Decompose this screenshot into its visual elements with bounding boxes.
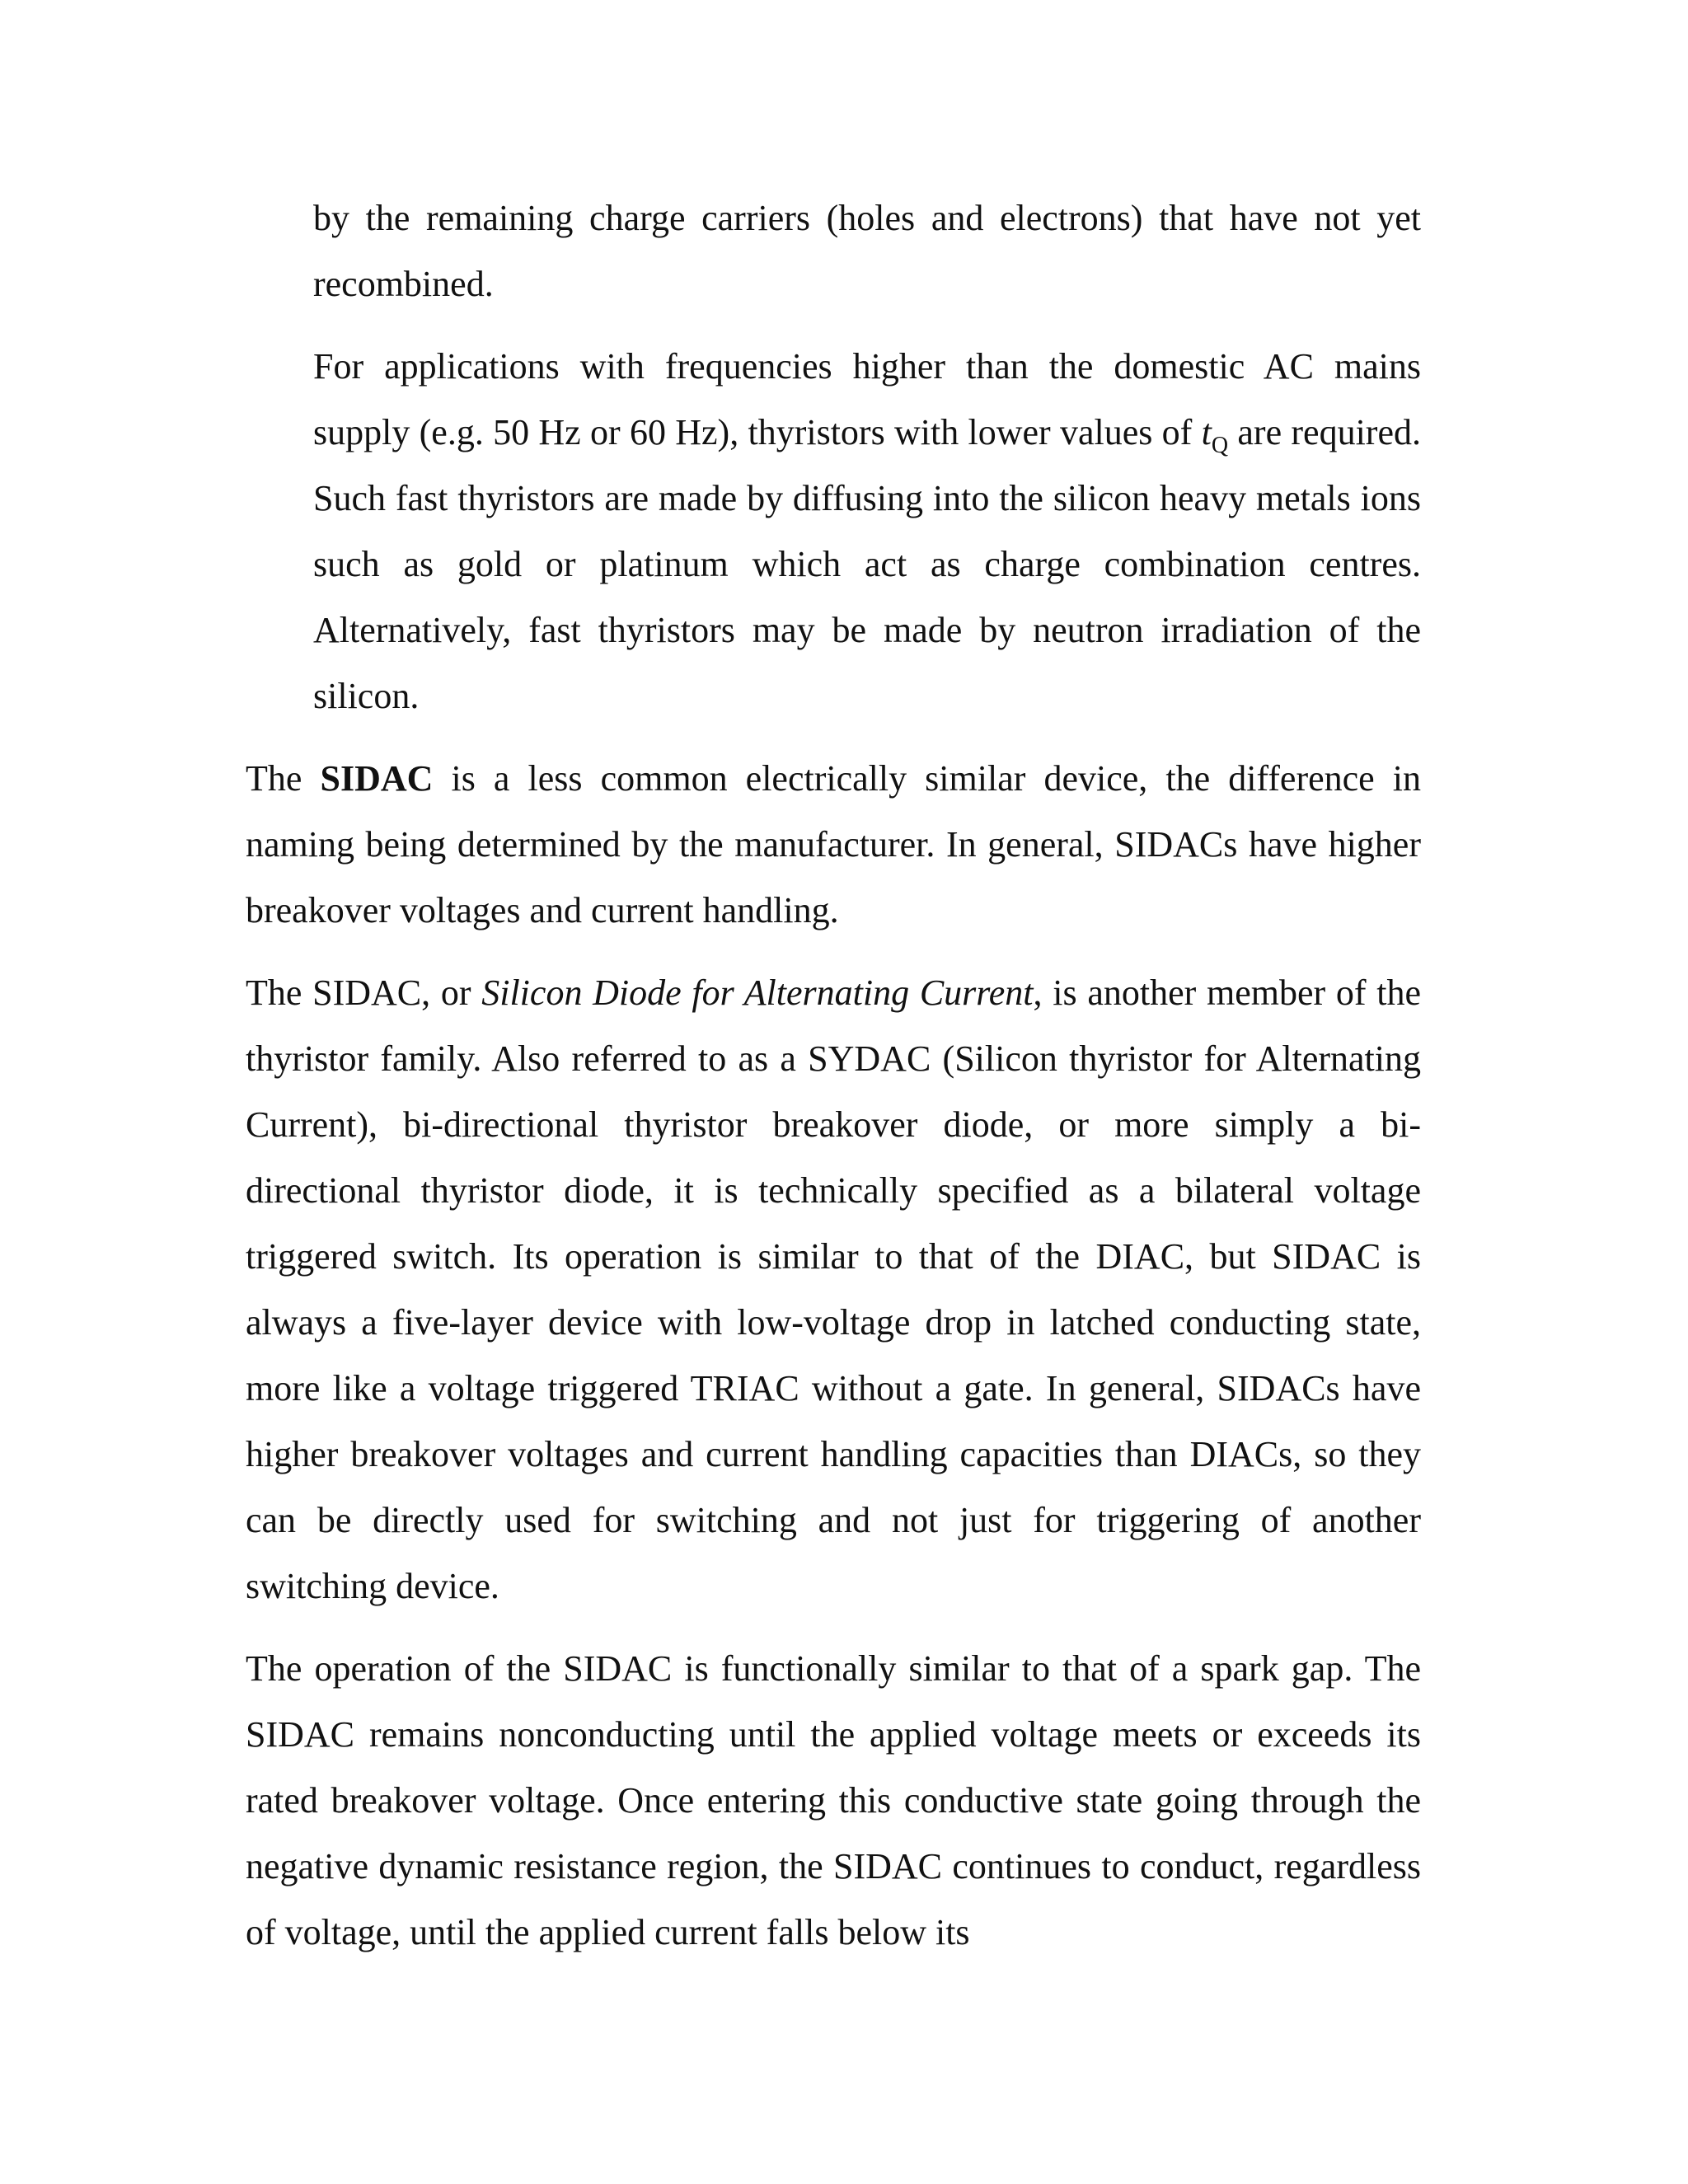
paragraph-text: by the remaining charge carriers (holes and electrons) that have not yet recombined. <box>313 198 1421 304</box>
term-silicon-diode: Silicon Diode for Alternating Current <box>481 972 1034 1013</box>
paragraph-text: The operation of the SIDAC is functionally similar to that of a spark gap. The SIDAC remains nonconducting until the applied voltage meets or exceeds its rated breakover voltage. Once entering this conductive state going through the negative dynamic resistance region, the SIDAC continues to conduct, regardless of voltage, until the applied current falls below its <box>246 1648 1421 1952</box>
paragraph-text-end: are required. Such fast thyristors are made by diffusing into the silicon heavy metals ions such as gold or platinum which act as charge combination centres. Alternatively, fast thyristors may be made by neutron irradiation of the silicon. <box>313 412 1421 716</box>
paragraph-sidac-intro <box>246 746 1421 944</box>
paragraph-text-start: For applications with frequencies higher than the domestic AC mains supply (e.g. 50 Hz or 60 Hz), thyristors with lower values of <box>313 346 1421 452</box>
paragraph-fast-thyristors <box>313 334 1421 729</box>
paragraph-text-end: is a less common electrically similar device, the difference in naming being determined by the manufacturer. In general, SIDACs have higher breakover voltages and current handling. <box>246 758 1422 930</box>
subscript-q: Q <box>1211 432 1229 458</box>
paragraph-text-end: , is another member of the thyristor family. Also referred to as a SYDAC (Silicon thyristor for Alternating Current), bi-directional thyristor breakover diode, or more simply a bi-directional thyristor diode, it is technically specified as a bilateral voltage triggered switch. Its operation is similar to that of the DIAC, but SIDAC is always a five-layer device with low-voltage drop in latched conducting state, more like a voltage triggered TRIAC without a gate. In general, SIDACs have higher breakover voltages and current handling capacities than DIACs, so they can be directly used for switching and not just for triggering of another switching device. <box>246 972 1421 1606</box>
variable-t: t <box>1201 412 1212 452</box>
paragraph-sidac-operation <box>246 1636 1421 1966</box>
term-sidac: SIDAC <box>320 758 434 799</box>
paragraph-text-start: The SIDAC, or <box>246 972 482 1013</box>
paragraph-recombined <box>313 185 1421 317</box>
paragraph-sidac-definition <box>246 960 1421 1619</box>
paragraph-text-start: The <box>246 758 321 799</box>
